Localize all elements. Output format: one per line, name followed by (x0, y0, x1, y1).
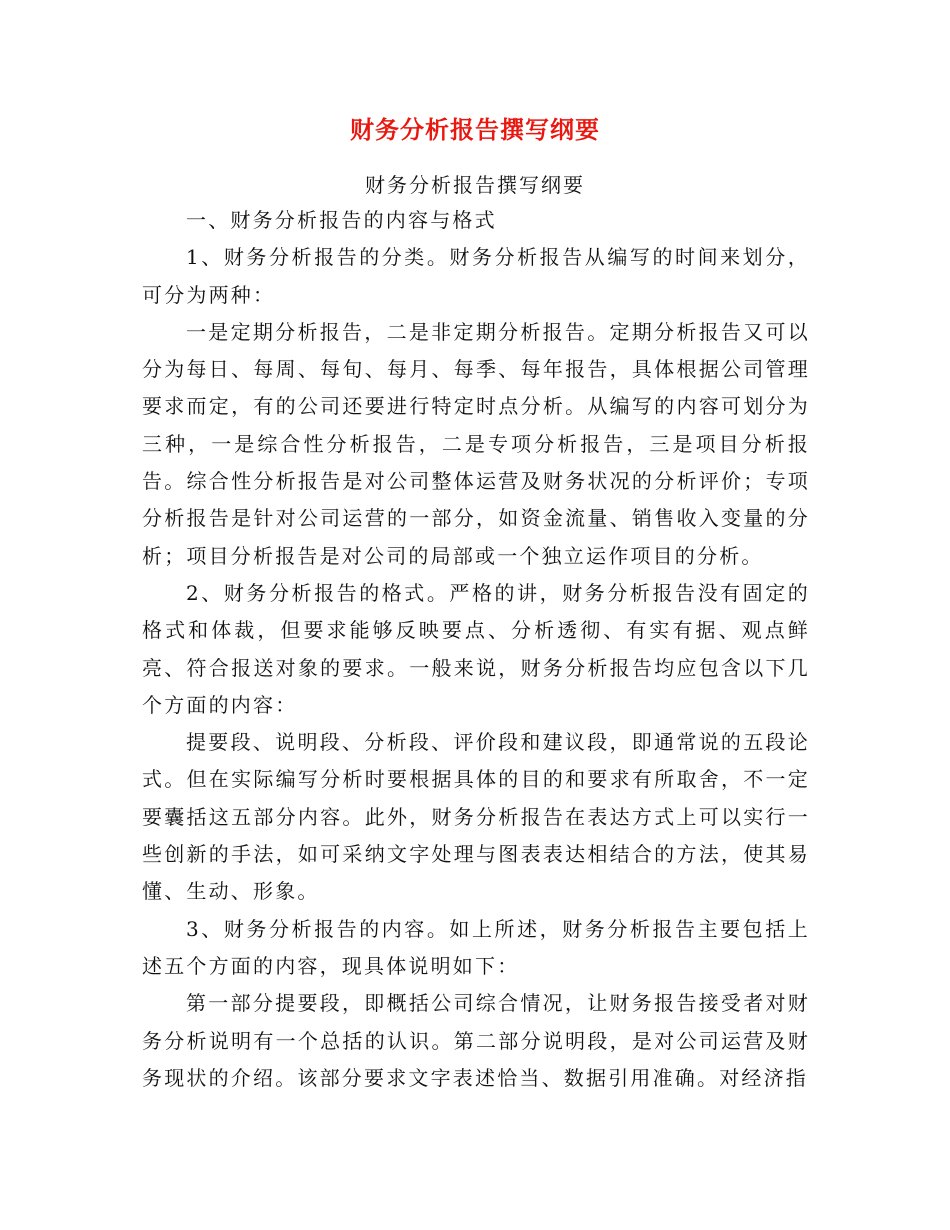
document-title: 财务分析报告撰写纲要 (350, 115, 600, 144)
body-paragraph: 3、财务分析报告的内容。如上所述，财务分析报告主要包括上述五个方面的内容，现具体说明如下： (142, 916, 810, 978)
body-paragraph: 1、财务分析报告的分类。财务分析报告从编写的时间来划分，可分为两种： (142, 245, 810, 307)
body-paragraph: 提要段、说明段、分析段、评价段和建议段，即通常说的五段论式。但在实际编写分析时要根据具体的目的和要求有所取舍，不一定要囊括这五部分内容。此外，财务分析报告在表达方式上可以实行一些创新的手法，如可采纳文字处理与图表表达相结合的方法，使其易懂、生动、形象。 (142, 730, 810, 904)
body-paragraph: 第一部分提要段，即概括公司综合情况，让财务报告接受者对财务分析说明有一个总括的认识。第二部分说明段，是对公司运营及财务现状的介绍。该部分要求文字表述恰当、数据引用准确。对经济指 (142, 991, 810, 1090)
document-body (142, 202, 810, 1097)
body-paragraph: 2、财务分析报告的格式。严格的讲，财务分析报告没有固定的格式和体裁，但要求能够反映要点、分析透彻、有实有据、观点鲜亮、符合报送对象的要求。一般来说，财务分析报告均应包含以下几个方面的内容： (142, 580, 810, 717)
section-heading: 一、财务分析报告的内容与格式 (186, 208, 497, 232)
document-subtitle: 财务分析报告撰写纲要 (365, 173, 585, 197)
body-paragraph: 一是定期分析报告，二是非定期分析报告。定期分析报告又可以分为每日、每周、每旬、每月、每季、每年报告，具体根据公司管理要求而定，有的公司还要进行特定时点分析。从编写的内容可划分为三种，一是综合性分析报告，二是专项分析报告，三是项目分析报告。综合性分析报告是对公司整体运营及财务状况的分析评价；专项分析报告是针对公司运营的一部分，如资金流量、销售收入变量的分析；项目分析报告是对公司的局部或一个独立运作项目的分析。 (142, 319, 810, 568)
